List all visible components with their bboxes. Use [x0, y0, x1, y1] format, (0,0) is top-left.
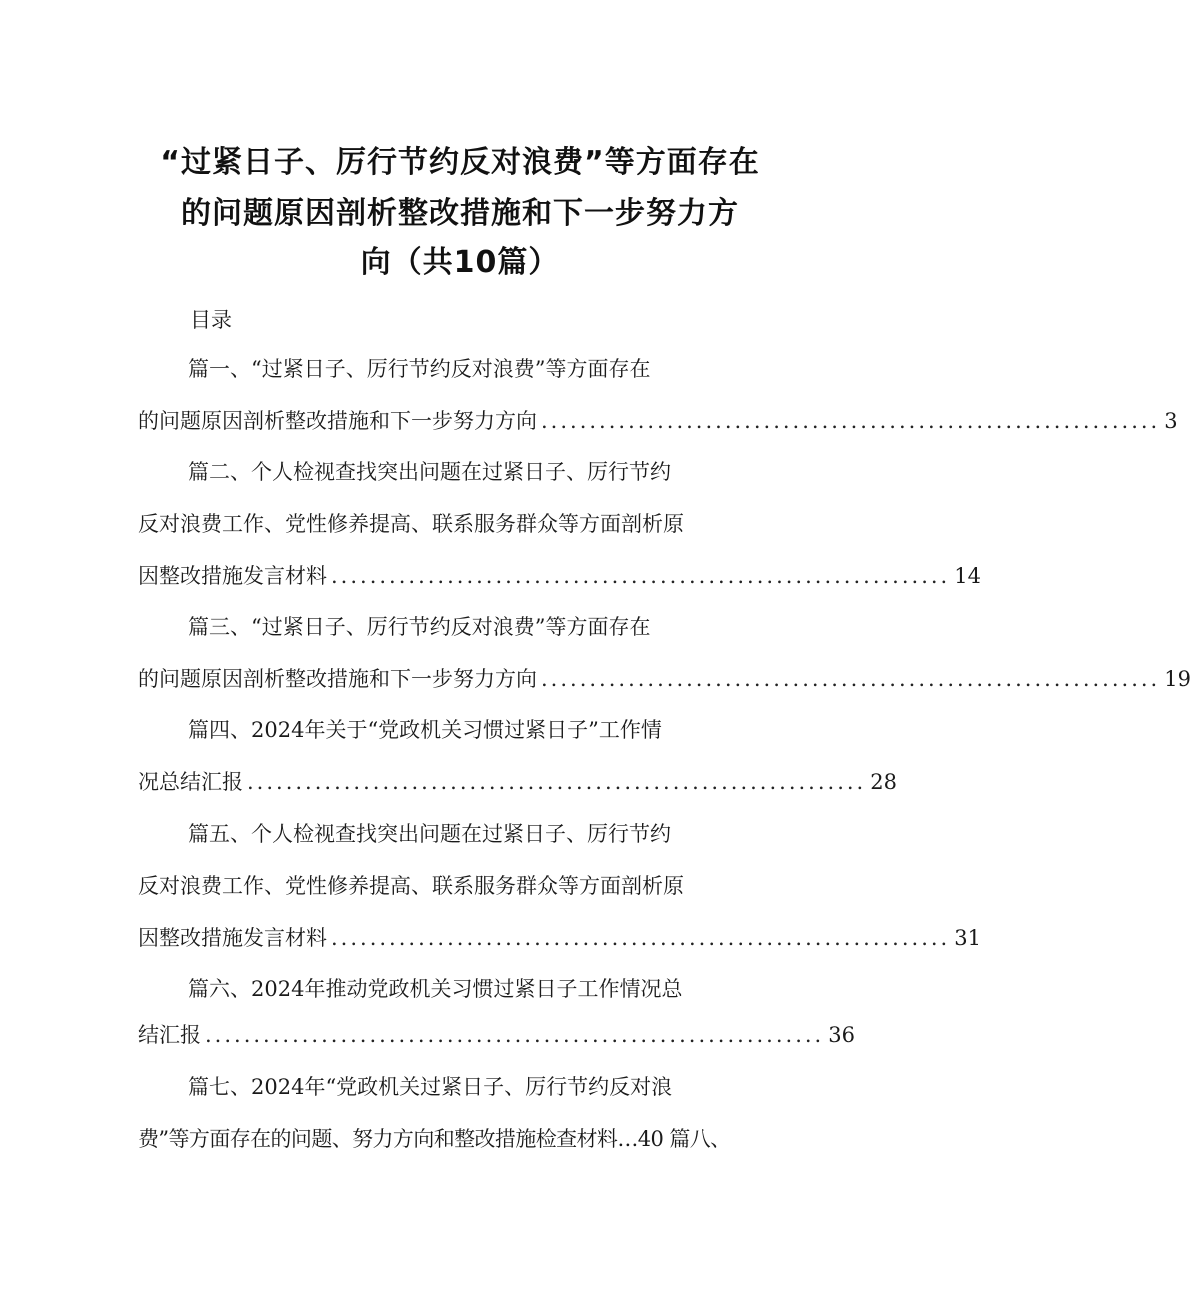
toc-entry-1-line-1[interactable]: 篇一、“过紧日子、厉行节约反对浪费”等方面存在 [188, 357, 651, 381]
toc-dot-leader: ................................................................ [247, 770, 867, 794]
toc-entry-6-line-2: 结汇报 [138, 1023, 201, 1047]
toc-dot-leader: ................................................................ [331, 564, 951, 588]
toc-entry-2-page: 14 [954, 564, 981, 588]
toc-entry-2-leader[interactable] [138, 562, 981, 590]
document-title-line-3: 向（共10篇） [360, 245, 560, 280]
toc-dot-leader: ................................................................ [541, 409, 1161, 433]
toc-entry-3-leader[interactable] [138, 665, 1191, 693]
toc-entry-2-line-2[interactable]: 反对浪费工作、党性修养提高、联系服务群众等方面剖析原 [138, 512, 684, 536]
toc-entry-5-line-2[interactable]: 反对浪费工作、党性修养提高、联系服务群众等方面剖析原 [138, 874, 684, 898]
toc-dot-leader: ................................................................ [331, 926, 951, 950]
toc-entry-4-line-1[interactable]: 篇四、2024年关于“党政机关习惯过紧日子”工作情 [188, 718, 662, 742]
toc-entry-3-line-1[interactable]: 篇三、“过紧日子、厉行节约反对浪费”等方面存在 [188, 615, 651, 639]
toc-entry-3-line-2: 的问题原因剖析整改措施和下一步努力方向 [138, 667, 537, 691]
toc-dot-leader: ................................................................ [205, 1023, 825, 1047]
toc-entry-6-page: 36 [828, 1023, 855, 1047]
toc-entry-5-leader[interactable] [138, 924, 981, 952]
document-title-line-1: “过紧日子、厉行节约反对浪费”等方面存在 [160, 145, 760, 180]
toc-entry-5-page: 31 [954, 926, 981, 950]
toc-entry-3-page: 19 [1164, 667, 1191, 691]
toc-entry-5-line-3: 因整改措施发言材料 [138, 926, 327, 950]
toc-entry-2-line-1[interactable]: 篇二、个人检视查找突出问题在过紧日子、厉行节约 [188, 460, 671, 484]
toc-entry-6-line-1[interactable]: 篇六、2024年推动党政机关习惯过紧日子工作情况总 [188, 977, 683, 1001]
toc-entry-2-line-3: 因整改措施发言材料 [138, 564, 327, 588]
toc-entry-1-leader[interactable] [138, 407, 1178, 435]
toc-entry-6-leader[interactable] [138, 1021, 855, 1049]
toc-entry-1-page: 3 [1164, 409, 1178, 433]
document-title-line-2: 的问题原因剖析整改措施和下一步努力方 [181, 196, 739, 231]
toc-dot-leader: ................................................................ [541, 667, 1161, 691]
toc-entry-4-leader[interactable] [138, 768, 897, 796]
toc-entry-7-line-1[interactable]: 篇七、2024年“党政机关过紧日子、厉行节约反对浪 [188, 1075, 673, 1099]
toc-entry-1-line-2: 的问题原因剖析整改措施和下一步努力方向 [138, 409, 537, 433]
toc-entry-4-line-2: 况总结汇报 [138, 770, 243, 794]
toc-entry-5-line-1[interactable]: 篇五、个人检视查找突出问题在过紧日子、厉行节约 [188, 822, 671, 846]
toc-heading: 目录 [190, 308, 232, 332]
toc-entry-7-line-2[interactable]: 费”等方面存在的问题、努力方向和整改措施检查材料…40 篇八、 [138, 1127, 731, 1151]
toc-entry-4-page: 28 [870, 770, 897, 794]
